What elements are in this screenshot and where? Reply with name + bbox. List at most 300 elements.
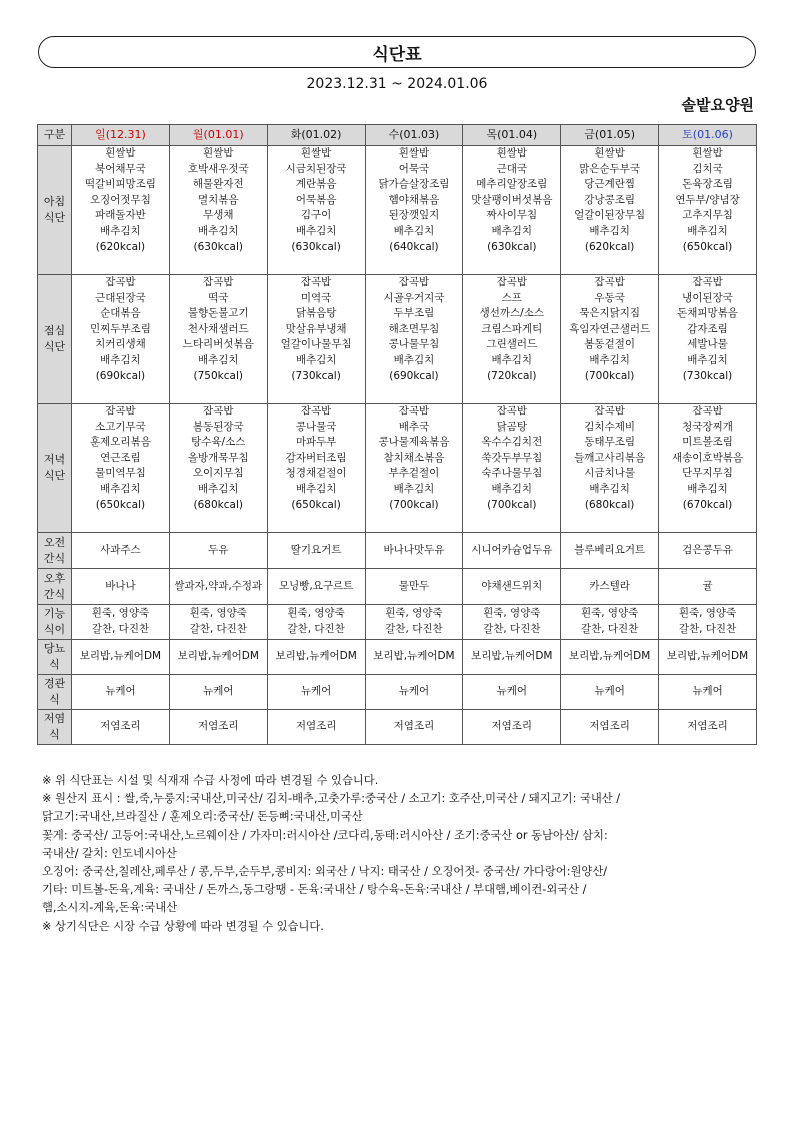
menu-cell bbox=[267, 146, 365, 275]
menu-item: (750kcal) bbox=[193, 369, 243, 382]
menu-item: 그린샐러드 bbox=[486, 338, 538, 351]
note-line: 오징어: 중국산,칠레산,페루산 / 콩,두부,순두부,콩비지: 외국산 / 낙지: 태국산 / 오징어젓- 중국산/ 가다랑어:원양산/ bbox=[42, 865, 608, 879]
menu-cell bbox=[365, 569, 463, 605]
row-label-line: 식단 bbox=[43, 469, 66, 482]
menu-item: 오이지무침 bbox=[192, 467, 244, 480]
menu-item: 갈찬, 다진찬 bbox=[385, 623, 443, 635]
menu-item: 해초면무침 bbox=[388, 322, 440, 335]
row-label-line: 오전 bbox=[43, 535, 66, 549]
menu-item: 배추김치 bbox=[687, 353, 728, 366]
menu-item: 파래돌자반 bbox=[95, 209, 146, 222]
row-label-line: 기능 bbox=[43, 607, 66, 620]
menu-item: 갈찬, 다진찬 bbox=[91, 623, 150, 635]
header-row bbox=[38, 125, 757, 146]
menu-item: 김치수제비 bbox=[584, 420, 635, 433]
note-line: 닭고기:국내산,브라질산 / 훈제오리:중국산/ 돈등뼈:국내산,미국산 bbox=[42, 810, 363, 824]
menu-item: 배추김치 bbox=[197, 224, 239, 237]
title-box bbox=[38, 36, 756, 68]
menu-item: (620kcal) bbox=[584, 240, 635, 253]
menu-item: 순대볶음 bbox=[100, 307, 141, 320]
menu-row-am_snack bbox=[38, 533, 757, 569]
menu-item: 흰죽, 영양죽 bbox=[580, 607, 639, 620]
menu-item: 부추겉절이 bbox=[388, 467, 440, 480]
menu-item: 들깨고사리볶음 bbox=[574, 451, 646, 464]
menu-cell bbox=[169, 675, 267, 710]
menu-item: 흰쌀밥 bbox=[203, 147, 234, 159]
menu-item: 닭곰탕 bbox=[496, 420, 528, 433]
menu-cell bbox=[365, 675, 463, 710]
menu-item: 떡갈비피망조림 bbox=[84, 178, 156, 191]
menu-cell bbox=[561, 675, 659, 710]
menu-item: 청경채겉절이 bbox=[285, 467, 347, 480]
menu-item: 갈찬, 다진찬 bbox=[483, 623, 541, 635]
menu-period: 2023.12.31 ~ 2024.01.06 bbox=[306, 76, 488, 92]
note-line: ※ 원산지 표시 : 쌀,죽,누룽지:국내산,미국산/ 김치-배추,고춧가루:중국산 / 소고기: 호주산,미국산 / 돼지고기: 국내산 / bbox=[42, 792, 621, 806]
menu-cell bbox=[169, 605, 267, 640]
menu-item: 배추김치 bbox=[589, 224, 630, 237]
menu-item: 묵은지닭지짐 bbox=[579, 307, 641, 320]
menu-item: 저염조리 bbox=[589, 720, 630, 733]
menu-item: 탕수육/소스 bbox=[191, 436, 246, 449]
menu-item: 검은콩두유 bbox=[682, 543, 733, 556]
menu-item: 배추김치 bbox=[393, 353, 435, 366]
row-label-line: 식단 bbox=[43, 340, 66, 353]
menu-item: 두유 bbox=[208, 543, 229, 556]
menu-item: 콩나물국 bbox=[295, 420, 337, 433]
menu-item: 무생채 bbox=[203, 209, 234, 222]
menu-item: 김구이 bbox=[300, 209, 332, 222]
header-label: 구분 bbox=[38, 125, 72, 146]
menu-item: 저염조리 bbox=[393, 720, 435, 733]
menu-item: 닭가슴살장조림 bbox=[378, 178, 450, 191]
menu-cell bbox=[561, 533, 659, 569]
menu-cell bbox=[463, 533, 561, 569]
menu-item: 잡곡밥 bbox=[300, 276, 332, 288]
menu-cell bbox=[365, 146, 463, 275]
menu-cell bbox=[659, 605, 757, 640]
row-label-line: 경관 bbox=[43, 677, 66, 690]
menu-cell bbox=[267, 675, 365, 710]
menu-cell bbox=[463, 569, 561, 605]
menu-cell bbox=[169, 640, 267, 675]
menu-cell bbox=[659, 640, 757, 675]
menu-item: (720kcal) bbox=[487, 369, 537, 382]
menu-item: 보리밥,뉴케어DM bbox=[177, 650, 259, 663]
menu-item: 배추김치 bbox=[491, 482, 533, 495]
menu-item: 불향돈불고기 bbox=[187, 307, 249, 320]
menu-item: (700kcal) bbox=[487, 498, 537, 511]
menu-item: 흰죽, 영양죽 bbox=[189, 607, 247, 620]
note-line: ※ 상기식단은 시장 수급 상황에 따라 변경될 수 있습니다. bbox=[42, 919, 324, 933]
menu-cell bbox=[561, 275, 659, 404]
menu-item: (640kcal) bbox=[389, 240, 439, 253]
menu-item: 저염조리 bbox=[197, 720, 239, 733]
menu-item: 흰죽, 영양죽 bbox=[385, 607, 443, 620]
menu-item: (630kcal) bbox=[193, 240, 243, 253]
menu-item: 뉴케어 bbox=[300, 685, 332, 698]
menu-item: 흰죽, 영양죽 bbox=[91, 607, 150, 620]
menu-item: 얼갈이나물무침 bbox=[280, 338, 352, 351]
menu-item: 뉴케어 bbox=[203, 685, 234, 698]
menu-item: (650kcal) bbox=[95, 498, 146, 511]
menu-item: (690kcal) bbox=[389, 369, 439, 382]
menu-item: 배추김치 bbox=[393, 482, 435, 495]
menu-row-pm_snack bbox=[38, 569, 757, 605]
menu-cell bbox=[267, 404, 365, 533]
menu-item: 연근조림 bbox=[100, 451, 141, 464]
menu-item: 생선까스/소스 bbox=[479, 307, 544, 320]
menu-cell bbox=[659, 275, 757, 404]
menu-item: 강낭콩조림 bbox=[584, 193, 635, 206]
menu-item: 냉이된장국 bbox=[682, 291, 733, 304]
menu-item: 뉴케어 bbox=[496, 685, 528, 698]
menu-item: 저염조리 bbox=[687, 720, 728, 733]
menu-cell bbox=[561, 605, 659, 640]
menu-item: 콩나물무침 bbox=[388, 338, 440, 351]
menu-item: 짜사이무침 bbox=[486, 209, 538, 222]
row-label-line: 점심 bbox=[43, 324, 66, 337]
menu-cell bbox=[365, 640, 463, 675]
row-label-line: 저녁 bbox=[43, 453, 66, 466]
menu-cell bbox=[72, 404, 170, 533]
menu-item: 야채샌드위치 bbox=[481, 579, 543, 592]
menu-item: 갈찬, 다진찬 bbox=[189, 623, 247, 635]
menu-item: (650kcal) bbox=[682, 240, 733, 253]
menu-item: 배추김치 bbox=[100, 353, 141, 366]
menu-cell bbox=[169, 569, 267, 605]
menu-cell bbox=[72, 275, 170, 404]
row-label bbox=[38, 404, 72, 533]
menu-item: 카스텔라 bbox=[589, 579, 630, 592]
menu-item: 보리밥,뉴케어DM bbox=[79, 650, 162, 663]
menu-item: 저염조리 bbox=[491, 720, 533, 733]
menu-item: 배추김치 bbox=[100, 482, 141, 495]
row-label-line: 식 bbox=[49, 728, 60, 741]
menu-item: 갈찬, 다진찬 bbox=[287, 623, 345, 635]
menu-item: 된장깻잎지 bbox=[388, 209, 440, 222]
menu-item: 보리밥,뉴케어DM bbox=[471, 650, 553, 663]
row-label-line: 식단 bbox=[43, 211, 66, 224]
menu-cell bbox=[169, 146, 267, 275]
menu-item: 물만두 bbox=[398, 579, 430, 592]
menu-item: 배추김치 bbox=[100, 224, 141, 237]
menu-item: (680kcal) bbox=[193, 498, 243, 511]
menu-item: 계란볶음 bbox=[295, 178, 337, 191]
menu-item: 청국장찌개 bbox=[682, 420, 733, 433]
menu-cell bbox=[659, 569, 757, 605]
menu-item: 북어채무국 bbox=[95, 162, 146, 175]
menu-cell bbox=[463, 675, 561, 710]
day-header: 목(01.04) bbox=[463, 125, 561, 146]
menu-item: 고추지무침 bbox=[682, 209, 733, 222]
menu-cell bbox=[169, 404, 267, 533]
menu-item: 갈찬, 다진찬 bbox=[678, 623, 737, 635]
menu-cell bbox=[463, 710, 561, 745]
menu-item: 배추김치 bbox=[589, 353, 630, 366]
menu-item: 보리밥,뉴케어DM bbox=[568, 650, 651, 663]
menu-item: 멸치볶음 bbox=[197, 193, 239, 206]
row-label-line: 아침 bbox=[43, 195, 66, 208]
menu-cell bbox=[72, 640, 170, 675]
row-label bbox=[38, 146, 72, 275]
menu-item: 봄동겉절이 bbox=[584, 338, 635, 351]
menu-cell bbox=[561, 640, 659, 675]
menu-cell bbox=[72, 675, 170, 710]
menu-item: 쑥갓두부무침 bbox=[481, 451, 543, 464]
day-header: 월(01.01) bbox=[169, 125, 267, 146]
menu-item: (630kcal) bbox=[291, 240, 341, 253]
menu-item: 배추김치 bbox=[589, 482, 630, 495]
menu-item: 배추김치 bbox=[393, 224, 435, 237]
menu-item: 닭볶음탕 bbox=[295, 307, 337, 320]
menu-item: 저염조리 bbox=[295, 720, 337, 733]
menu-cell bbox=[72, 710, 170, 745]
menu-item: 배추김치 bbox=[491, 353, 533, 366]
menu-item: 저염조리 bbox=[100, 720, 141, 733]
menu-item: 메추리알장조림 bbox=[476, 178, 548, 191]
menu-cell bbox=[169, 533, 267, 569]
menu-item: 동태무조림 bbox=[584, 436, 635, 449]
menu-item: 바나나맛두유 bbox=[383, 543, 445, 556]
menu-row-breakfast bbox=[38, 146, 757, 275]
menu-item: 새송이호박볶음 bbox=[672, 451, 744, 464]
menu-cell bbox=[267, 275, 365, 404]
menu-item: 배추김치 bbox=[491, 224, 533, 237]
menu-item: 배추김치 bbox=[687, 224, 728, 237]
menu-cell bbox=[659, 533, 757, 569]
menu-item: 햄야채볶음 bbox=[388, 193, 440, 206]
menu-item: 얼갈이된장무침 bbox=[574, 209, 646, 222]
menu-cell bbox=[72, 569, 170, 605]
menu-item: 뉴케어 bbox=[692, 685, 723, 698]
menu-item: 보리밥,뉴케어DM bbox=[666, 650, 749, 663]
menu-item: 참치채소볶음 bbox=[383, 451, 445, 464]
row-label bbox=[38, 533, 72, 569]
menu-item: 어묵국 bbox=[398, 162, 430, 175]
menu-item: 연두부/양념장 bbox=[675, 193, 740, 206]
menu-cell bbox=[659, 404, 757, 533]
menu-cell bbox=[463, 605, 561, 640]
row-label bbox=[38, 569, 72, 605]
row-label bbox=[38, 605, 72, 640]
note-line: 꽃게: 중국산/ 고등어:국내산,노르웨이산 / 가자미:러시아산 /코다리,동태:러시아산 / 조기:중국산 or 동남아산/ 삼치: bbox=[42, 828, 608, 842]
menu-item: 두부조림 bbox=[393, 307, 435, 320]
menu-cell bbox=[365, 710, 463, 745]
menu-item: 시금치나물 bbox=[584, 467, 635, 480]
menu-item: 배추김치 bbox=[295, 353, 337, 366]
menu-item: 흰쌀밥 bbox=[594, 147, 625, 159]
menu-item: 김치국 bbox=[692, 162, 723, 175]
notes bbox=[42, 772, 762, 936]
menu-item: 느타리버섯볶음 bbox=[182, 338, 254, 351]
menu-item: 잡곡밥 bbox=[594, 405, 625, 417]
menu-item: 보리밥,뉴케어DM bbox=[373, 650, 455, 663]
menu-item: 맛살유부냉채 bbox=[285, 322, 347, 335]
menu-item: 쌀과자,약과,수정과 bbox=[174, 579, 263, 592]
menu-cell bbox=[365, 404, 463, 533]
menu-item: 시니어카슘업두유 bbox=[471, 543, 553, 556]
menu-cell bbox=[561, 710, 659, 745]
row-label-line: 간식 bbox=[43, 551, 66, 565]
menu-item: 맑은순두부국 bbox=[579, 162, 641, 175]
menu-item: 잡곡밥 bbox=[496, 405, 528, 417]
menu-item: 시금치된장국 bbox=[285, 162, 347, 175]
menu-item: 감자버터조림 bbox=[285, 451, 347, 464]
menu-item: 근대된장국 bbox=[95, 291, 146, 304]
menu-item: 배추김치 bbox=[295, 224, 337, 237]
menu-cell bbox=[365, 605, 463, 640]
row-label bbox=[38, 640, 72, 675]
menu-item: 민찌두부조림 bbox=[89, 322, 151, 335]
menu-item: 잡곡밥 bbox=[496, 276, 528, 288]
menu-cell bbox=[169, 275, 267, 404]
menu-item: 우동국 bbox=[594, 291, 625, 304]
menu-item: 배추김치 bbox=[197, 353, 239, 366]
menu-cell bbox=[267, 710, 365, 745]
menu-item: 단무지무침 bbox=[682, 467, 733, 480]
menu-item: 귤 bbox=[702, 579, 713, 592]
menu-item: 블루베리요거트 bbox=[574, 543, 646, 556]
menu-item: (650kcal) bbox=[291, 498, 341, 511]
menu-cell bbox=[659, 675, 757, 710]
menu-item: 잡곡밥 bbox=[398, 276, 430, 288]
menu-item: 호박새우젓국 bbox=[187, 162, 249, 175]
menu-item: (670kcal) bbox=[682, 498, 733, 511]
menu-item: 미트볼조림 bbox=[682, 436, 733, 449]
menu-item: 갈찬, 다진찬 bbox=[580, 623, 639, 635]
menu-item: (700kcal) bbox=[389, 498, 439, 511]
menu-cell bbox=[463, 275, 561, 404]
row-label-line: 오후 bbox=[43, 571, 66, 585]
menu-item: 잡곡밥 bbox=[105, 405, 136, 417]
menu-row-functional bbox=[38, 605, 757, 640]
menu-item: 미역국 bbox=[300, 291, 332, 304]
menu-item: 숙주나물무침 bbox=[481, 467, 543, 480]
menu-item: 올방개묵무침 bbox=[187, 451, 249, 464]
menu-item: (730kcal) bbox=[291, 369, 341, 382]
menu-item: 크림스파게티 bbox=[481, 322, 543, 335]
page-title: 식단표 bbox=[372, 44, 422, 65]
menu-cell bbox=[463, 146, 561, 275]
menu-cell bbox=[267, 533, 365, 569]
menu-item: 맛살팽이버섯볶음 bbox=[471, 193, 553, 206]
note-line: 국내산/ 갈치: 인도네시아산 bbox=[42, 846, 177, 860]
menu-item: 오징어젓무침 bbox=[89, 193, 151, 206]
menu-table bbox=[37, 124, 757, 745]
menu-cell bbox=[267, 569, 365, 605]
menu-item: 훈제오리볶음 bbox=[89, 436, 151, 449]
menu-item: 흰죽, 영양죽 bbox=[678, 607, 737, 620]
menu-item: 잡곡밥 bbox=[105, 276, 136, 288]
menu-cell bbox=[72, 146, 170, 275]
menu-row-low_salt bbox=[38, 710, 757, 745]
menu-item: 당근계란찜 bbox=[584, 178, 635, 191]
day-header: 금(01.05) bbox=[561, 125, 659, 146]
menu-item: 흑임자연근샐러드 bbox=[569, 322, 651, 335]
row-label bbox=[38, 710, 72, 745]
menu-item: (700kcal) bbox=[584, 369, 635, 382]
menu-item: 흰죽, 영양죽 bbox=[483, 607, 541, 620]
menu-item: 봄동된장국 bbox=[192, 420, 244, 433]
day-header: 수(01.03) bbox=[365, 125, 463, 146]
menu-item: 해물완자전 bbox=[192, 178, 244, 191]
row-label-line: 간식 bbox=[43, 587, 66, 601]
menu-cell bbox=[267, 605, 365, 640]
menu-item: 뉴케어 bbox=[105, 685, 136, 698]
menu-item: 소고기무국 bbox=[95, 420, 146, 433]
menu-cell bbox=[169, 710, 267, 745]
row-label-line: 식이 bbox=[43, 623, 66, 636]
menu-item: 콩나물제육볶음 bbox=[378, 436, 450, 449]
menu-item: (690kcal) bbox=[95, 369, 146, 382]
menu-item: 잡곡밥 bbox=[594, 276, 625, 288]
menu-row-dinner bbox=[38, 404, 757, 533]
menu-item: 잡곡밥 bbox=[398, 405, 430, 417]
menu-item: 잡곡밥 bbox=[203, 405, 234, 417]
menu-item: (620kcal) bbox=[95, 240, 146, 253]
menu-item: 떡국 bbox=[208, 291, 229, 304]
menu-item: 잡곡밥 bbox=[692, 405, 723, 417]
facility-name: 솔밭요양원 bbox=[681, 96, 754, 114]
menu-item: 잡곡밥 bbox=[692, 276, 723, 288]
menu-item: 잡곡밥 bbox=[203, 276, 234, 288]
day-header: 토(01.06) bbox=[659, 125, 757, 146]
menu-item: 배추김치 bbox=[197, 482, 239, 495]
menu-item: 마파두부 bbox=[295, 436, 337, 449]
day-header: 일(12.31) bbox=[72, 125, 170, 146]
menu-item: 사과주스 bbox=[100, 543, 141, 556]
menu-item: 모닝빵,요구르트 bbox=[278, 579, 354, 592]
menu-item: 옥수수김치전 bbox=[481, 436, 543, 449]
note-line: ※ 위 식단표는 시설 및 식재재 수급 사정에 따라 변경될 수 있습니다. bbox=[42, 774, 379, 787]
menu-cell bbox=[267, 640, 365, 675]
menu-item: 보리밥,뉴케어DM bbox=[275, 650, 357, 663]
menu-row-lunch bbox=[38, 275, 757, 404]
row-label-line: 저염 bbox=[43, 712, 66, 725]
note-line: 기타: 미트볼-돈육,계육: 국내산 / 돈까스,동그랑땡 - 돈육:국내산 / 탕수육-돈육:국내산 / 부대햄,베이컨-외국산 / bbox=[42, 883, 587, 897]
row-label bbox=[38, 675, 72, 710]
menu-item: 치커리생채 bbox=[95, 338, 146, 351]
menu-item: (730kcal) bbox=[682, 369, 733, 382]
menu-cell bbox=[561, 404, 659, 533]
menu-row-tube bbox=[38, 675, 757, 710]
menu-item: (630kcal) bbox=[487, 240, 537, 253]
menu-item: 흰쌀밥 bbox=[398, 147, 430, 159]
menu-item: 세발나물 bbox=[687, 338, 728, 351]
menu-cell bbox=[365, 533, 463, 569]
menu-item: 배추김치 bbox=[687, 482, 728, 495]
menu-item: 흰쌀밥 bbox=[300, 147, 332, 159]
menu-item: 흰쌀밥 bbox=[496, 147, 528, 159]
menu-item: 뉴케어 bbox=[594, 685, 625, 698]
menu-item: 바나나 bbox=[105, 579, 136, 592]
menu-cell bbox=[463, 404, 561, 533]
menu-item: 시골우거지국 bbox=[383, 291, 445, 304]
menu-cell bbox=[72, 533, 170, 569]
menu-cell bbox=[72, 605, 170, 640]
row-label-line: 식 bbox=[49, 693, 60, 706]
menu-cell bbox=[659, 710, 757, 745]
menu-item: 돈육장조림 bbox=[682, 178, 733, 191]
menu-cell bbox=[561, 569, 659, 605]
note-line: 햄,소시지-계육,돈육:국내산 bbox=[42, 901, 178, 915]
menu-item: 물미역무침 bbox=[95, 467, 146, 480]
menu-item: (680kcal) bbox=[584, 498, 635, 511]
menu-item: 흰쌀밥 bbox=[692, 147, 723, 159]
menu-item: 어묵볶음 bbox=[295, 193, 337, 206]
menu-item: 배추김치 bbox=[295, 482, 337, 495]
menu-item: 근대국 bbox=[496, 162, 528, 175]
